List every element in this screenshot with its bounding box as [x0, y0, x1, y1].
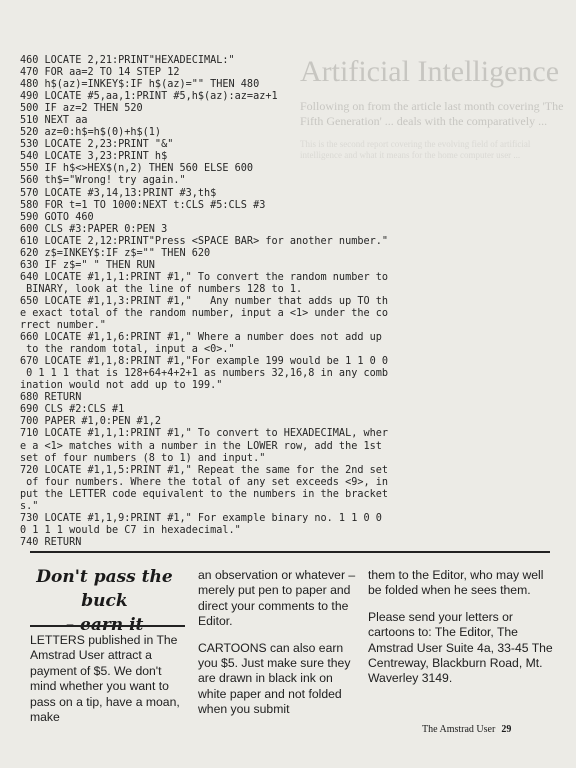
code-line: 460 LOCATE 2,21:PRINT"HEXADECIMAL:" — [20, 55, 235, 66]
code-line: 510 NEXT aa — [20, 115, 88, 127]
paragraph: an observation or whatever – merely put pen to paper and direct your comments to the Editor. — [198, 568, 356, 629]
code-line: set of four numbers (8 to 1) and input." — [20, 452, 266, 464]
text-column-2 — [198, 568, 356, 729]
code-line: 0 1 1 1 that is 128+64+4+2+1 as numbers 32,16,8 in any comb — [20, 368, 389, 380]
code-line: 550 IF h$<>HEX$(n,2) THEN 560 ELSE 600 — [20, 163, 254, 175]
code-line: 630 IF z$=" " THEN RUN — [20, 259, 155, 271]
code-line: ination would not add up to 199." — [20, 380, 223, 392]
show-through-title: Artificial Intelligence — [300, 55, 560, 88]
code-line: 700 PAPER #1,0:PEN #1,2 — [20, 416, 162, 428]
paragraph: them to the Editor, who may well be folded when he sees them. — [368, 568, 544, 598]
code-line: 570 LOCATE #3,14,13:PRINT #3,th$ — [20, 187, 217, 199]
code-line: 650 LOCATE #1,1,3:PRINT #1," Any number that adds up TO th — [20, 295, 389, 307]
show-through-body: This is the second report covering the evolving field of artificial intelligence and what it means for the home computer user ... — [300, 139, 531, 160]
text-column-3 — [368, 568, 558, 698]
code-line: 490 LOCATE #5,aa,1:PRINT #5,h$(az):az=az+1 — [20, 91, 278, 103]
code-line: 610 LOCATE 2,12:PRINT"Press <SPACE BAR> for another number." — [20, 235, 389, 247]
headline-line: Don't pass the buck — [36, 567, 173, 611]
code-line: 720 LOCATE #1,1,5:PRINT #1," Repeat the same for the 2nd set — [20, 464, 389, 476]
page-footer — [422, 724, 511, 735]
code-line: 0 1 1 1 would be C7 in hexadecimal." — [20, 524, 241, 536]
code-line: 470 FOR aa=2 TO 14 STEP 12 — [20, 67, 180, 79]
code-line: 480 h$(az)=INKEY$:IF h$(az)="" THEN 480 — [20, 79, 260, 91]
code-line: 500 IF az=2 THEN 520 — [20, 103, 143, 115]
code-line: 680 RETURN — [20, 392, 82, 404]
code-line: s." — [20, 500, 39, 512]
code-line: 580 FOR t=1 TO 1000:NEXT t:CLS #5:CLS #3 — [20, 199, 266, 211]
code-line: e exact total of the random number, input a <1> under the co — [20, 307, 389, 319]
show-through-intro: Following on from the article last month covering 'The Fifth Generation' ... deals with the comparatively ... — [300, 99, 564, 128]
section-divider — [30, 551, 550, 553]
code-line: of four numbers. Where the total of any set exceeds <9>, in — [20, 476, 389, 488]
code-line: 620 z$=INKEY$:IF z$="" THEN 620 — [20, 247, 211, 259]
code-line: 640 LOCATE #1,1,1:PRINT #1," To convert the random number to — [20, 271, 389, 283]
code-line: 530 LOCATE 2,23:PRINT "&" — [20, 139, 174, 151]
page-number: 29 — [501, 724, 512, 735]
basic-program-listing — [20, 55, 560, 549]
code-line: 730 LOCATE #1,1,9:PRINT #1," For example binary no. 1 1 0 0 — [20, 512, 382, 524]
headline-underline — [30, 625, 185, 627]
code-line: BINARY, look at the line of numbers 128 to 1. — [20, 283, 303, 295]
paragraph: CARTOONS can also earn you $5. Just make sure they are drawn in black ink on white paper and not folded when you submit — [198, 640, 351, 717]
text-column-1 — [30, 633, 190, 736]
code-line: rrect number." — [20, 320, 106, 332]
code-line: 670 LOCATE #1,1,8:PRINT #1,"For example 199 would be 1 1 0 0 — [20, 356, 389, 368]
code-line: 560 th$="Wrong! try again." — [20, 175, 186, 187]
publication-name: The Amstrad User — [422, 724, 496, 735]
code-line: e a <1> matches with a number in the LOWER row, add the 1st — [20, 440, 382, 452]
code-line: put the LETTER code equivalent to the numbers in the bracket — [20, 488, 389, 500]
code-line: 710 LOCATE #1,1,1:PRINT #1," To convert to HEXADECIMAL, wher — [20, 428, 389, 440]
code-line: 520 az=0:h$=h$(0)+h$(1) — [20, 127, 162, 139]
code-line: 600 CLS #3:PAPER 0:PEN 3 — [20, 223, 168, 235]
paragraph: Please send your letters or cartoons to: The Editor, The Amstrad User Suite 4a, 33-45 The Centreway, Blackburn Road, Mt. Waverley 3149. — [368, 609, 553, 686]
paragraph: LETTERS published in The Amstrad User attract a payment of $5. We don't mind whether you want to pass on a tip, have a moan, make — [30, 633, 180, 725]
code-line: 590 GOTO 460 — [20, 211, 94, 223]
headline-line: – earn it — [65, 615, 144, 635]
code-line: to the random total, input a <0>." — [20, 344, 235, 356]
code-line: 660 LOCATE #1,1,6:PRINT #1," Where a number does not add up — [20, 332, 382, 344]
code-line: 690 CLS #2:CLS #1 — [20, 404, 125, 416]
code-line: 740 RETURN — [20, 536, 82, 548]
code-line: 540 LOCATE 3,23:PRINT h$ — [20, 151, 168, 163]
